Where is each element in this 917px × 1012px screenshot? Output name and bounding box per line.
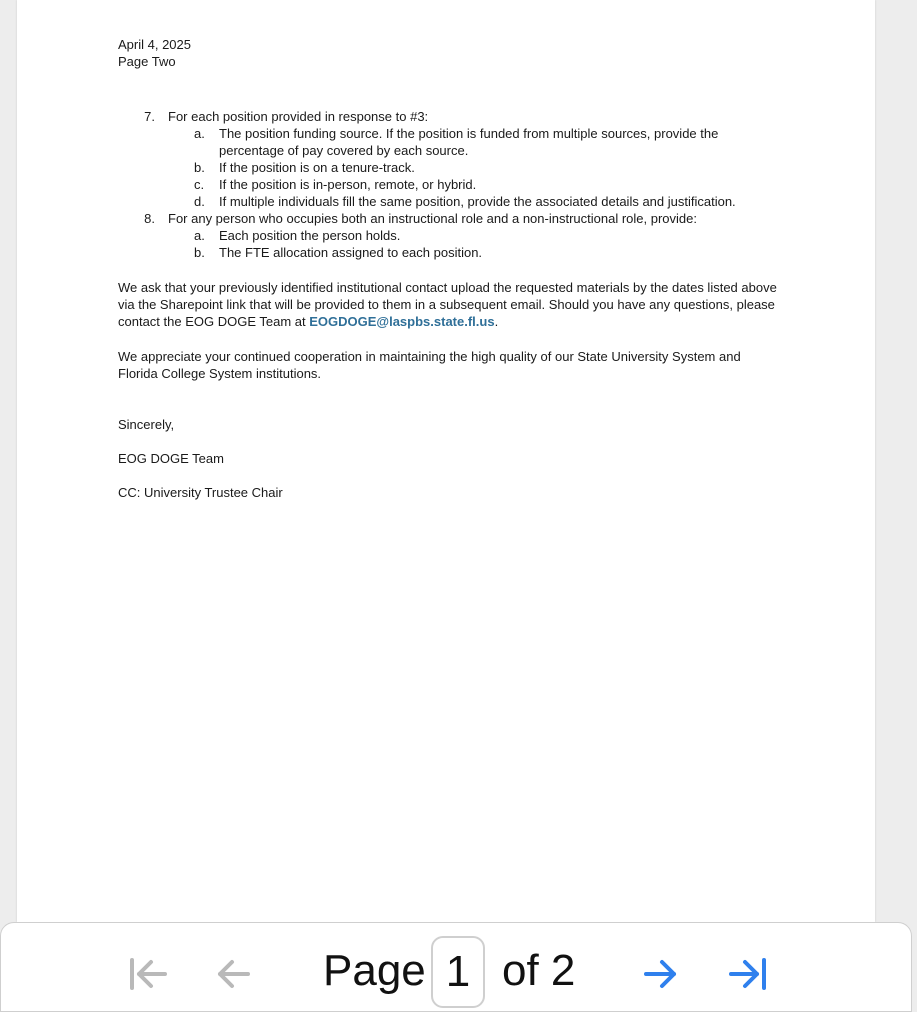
page-word-label: Page (323, 946, 426, 995)
sub-item-letter: c. (194, 177, 205, 192)
next-page-icon (641, 957, 679, 991)
closing: Sincerely, (118, 417, 175, 432)
list-item (118, 108, 778, 125)
sub-item-text: The FTE allocation assigned to each position. (219, 245, 483, 260)
request-text-end: . (494, 314, 499, 329)
next-page-button[interactable] (634, 949, 686, 999)
last-page-button[interactable] (723, 949, 775, 999)
last-page-icon (728, 957, 770, 991)
letter-page-label: Page Two (118, 54, 176, 69)
sub-list-item (181, 193, 778, 210)
sub-list-item (181, 244, 778, 261)
list-item-text: For any person who occupies both an instructional role and a non-instructional role, provide: (168, 211, 697, 226)
sub-item-letter: b. (194, 245, 205, 260)
cc-line: CC: University Trustee Chair (118, 485, 283, 500)
first-page-button[interactable] (121, 949, 173, 999)
sub-item-text: If multiple individuals fill the same position, provide the associated details and justification. (219, 194, 736, 209)
numbered-list (118, 108, 778, 261)
total-pages-label: of 2 (502, 946, 576, 995)
sub-list-item (181, 159, 778, 176)
sub-list-item (181, 125, 778, 159)
appreciation-paragraph: We appreciate your continued cooperation in maintaining the high quality of our State University System and Florida College System institutions. (118, 349, 741, 381)
list-item (118, 210, 778, 227)
sub-item-letter: a. (194, 126, 205, 141)
letter-date: April 4, 2025 (118, 37, 191, 52)
request-text: We ask that your previously identified institutional contact upload the requested materials by the dates listed above via the Sharepoint link that will be provided to them in a subsequent email. Should you have any questions, please contact the EOG DOGE Team at (118, 280, 777, 329)
sub-item-letter: a. (194, 228, 205, 243)
page-navigation-bar (0, 922, 912, 1012)
previous-page-button[interactable] (208, 949, 260, 999)
document-page (17, 0, 875, 922)
signature: EOG DOGE Team (118, 451, 224, 466)
sub-list-item (181, 227, 778, 244)
contact-email-link[interactable]: EOGDOGE@laspbs.state.fl.us (309, 314, 495, 329)
request-paragraph (118, 279, 778, 330)
list-item-number: 8. (144, 211, 155, 226)
sub-item-text: If the position is in-person, remote, or hybrid. (219, 177, 477, 192)
letter-body (118, 36, 778, 501)
sub-item-text: Each position the person holds. (219, 228, 401, 243)
sub-item-text: If the position is on a tenure-track. (219, 160, 415, 175)
sub-list-item (181, 176, 778, 193)
list-item-number: 7. (144, 109, 155, 124)
first-page-icon (126, 957, 168, 991)
current-page-input[interactable]: 1 (431, 936, 485, 1008)
previous-page-icon (215, 957, 253, 991)
list-item-text: For each position provided in response to #3: (168, 109, 429, 124)
sub-item-letter: b. (194, 160, 205, 175)
sub-item-text: The position funding source. If the position is funded from multiple sources, provide the percentage of pay covered by each source. (219, 126, 719, 158)
sub-item-letter: d. (194, 194, 205, 209)
